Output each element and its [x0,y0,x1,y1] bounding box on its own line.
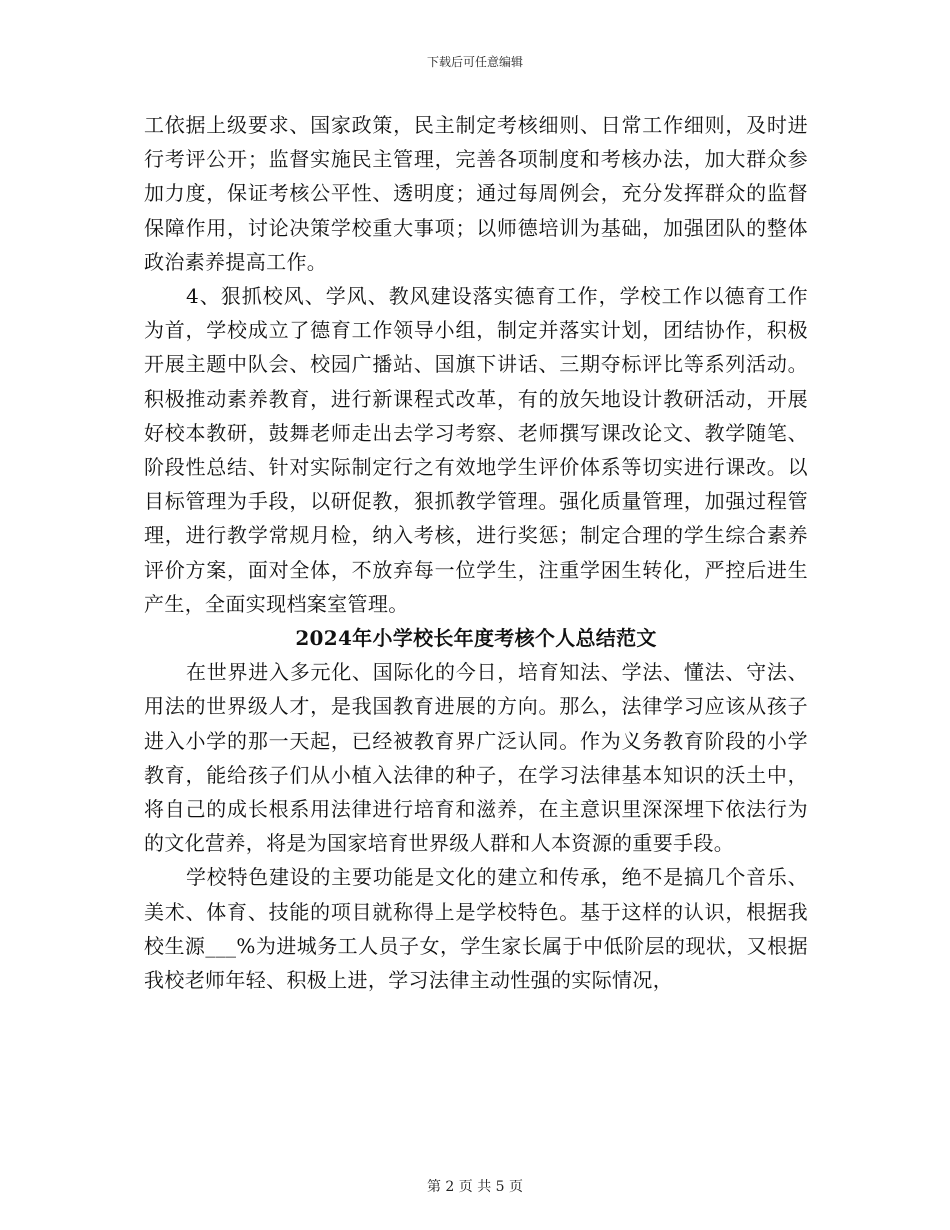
section-paragraph-2: 学校特色建设的主要功能是文化的建立和传承，绝不是搞几个音乐、美术、体育、技能的项目就称得上是学校特色。基于这样的认识，根据我校生源___%为进城务工人员子女，学生家长属于中低阶层的现状，又根据我校老师年轻、积极上进，学习法律主动性强的实际情况， [144,865,808,993]
document-body [144,108,808,997]
paragraph-item-4: 4、狠抓校风、学风、教风建设落实德育工作，学校工作以德育工作为首，学校成立了德育工作领导小组，制定并落实计划，团结协作，积极开展主题中队会、校园广播站、国旗下讲话、三期夺标评比等系列活动。积极推动素养教育，进行新课程式改革，有的放矢地设计教研活动，开展好校本教研，鼓舞老师走出去学习考察、老师撰写课改论文、教学随笔、阶段性总结、针对实际制定行之有效地学生评价体系等切实进行课改。以目标管理为手段，以研促教，狠抓教学管理。强化质量管理，加强过程管理，进行教学常规月检，纳入考核，进行奖惩；制定合理的学生综合素养评价方案，面对全体，不放弃每一位学生，注重学困生转化，严控后进生产生，全面实现档案室管理。 [144,284,808,616]
section-title: 2024年小学校长年度考核个人总结范文 [295,626,657,651]
page-number: 第 2 页 共 5 页 [426,1179,524,1195]
section-paragraph-1: 在世界进入多元化、国际化的今日，培育知法、学法、懂法、守法、用法的世界级人才，是我国教育进展的方向。那么，法律学习应该从孩子进入小学的那一天起，已经被教育界广泛认同。作为义务教育阶段的小学教育，能给孩子们从小植入法律的种子，在学习法律基本知识的沃土中，将自己的成长根系用法律进行培育和滋养，在主意识里深深埋下依法行为的文化营养，将是为国家培育世界级人群和人本资源的重要手段。 [144,660,808,856]
paragraph-continuation: 工依据上级要求、国家政策，民主制定考核细则、日常工作细则，及时进行考评公开；监督实施民主管理，完善各项制度和考核办法，加大群众参加力度，保证考核公平性、透明度；通过每周例会，充分发挥群众的监督保障作用，讨论决策学校重大事项；以师德培训为基础，加强团队的整体政治素养提高工作。 [144,113,808,274]
page-header-note: 下载后可任意编辑 [426,55,523,69]
